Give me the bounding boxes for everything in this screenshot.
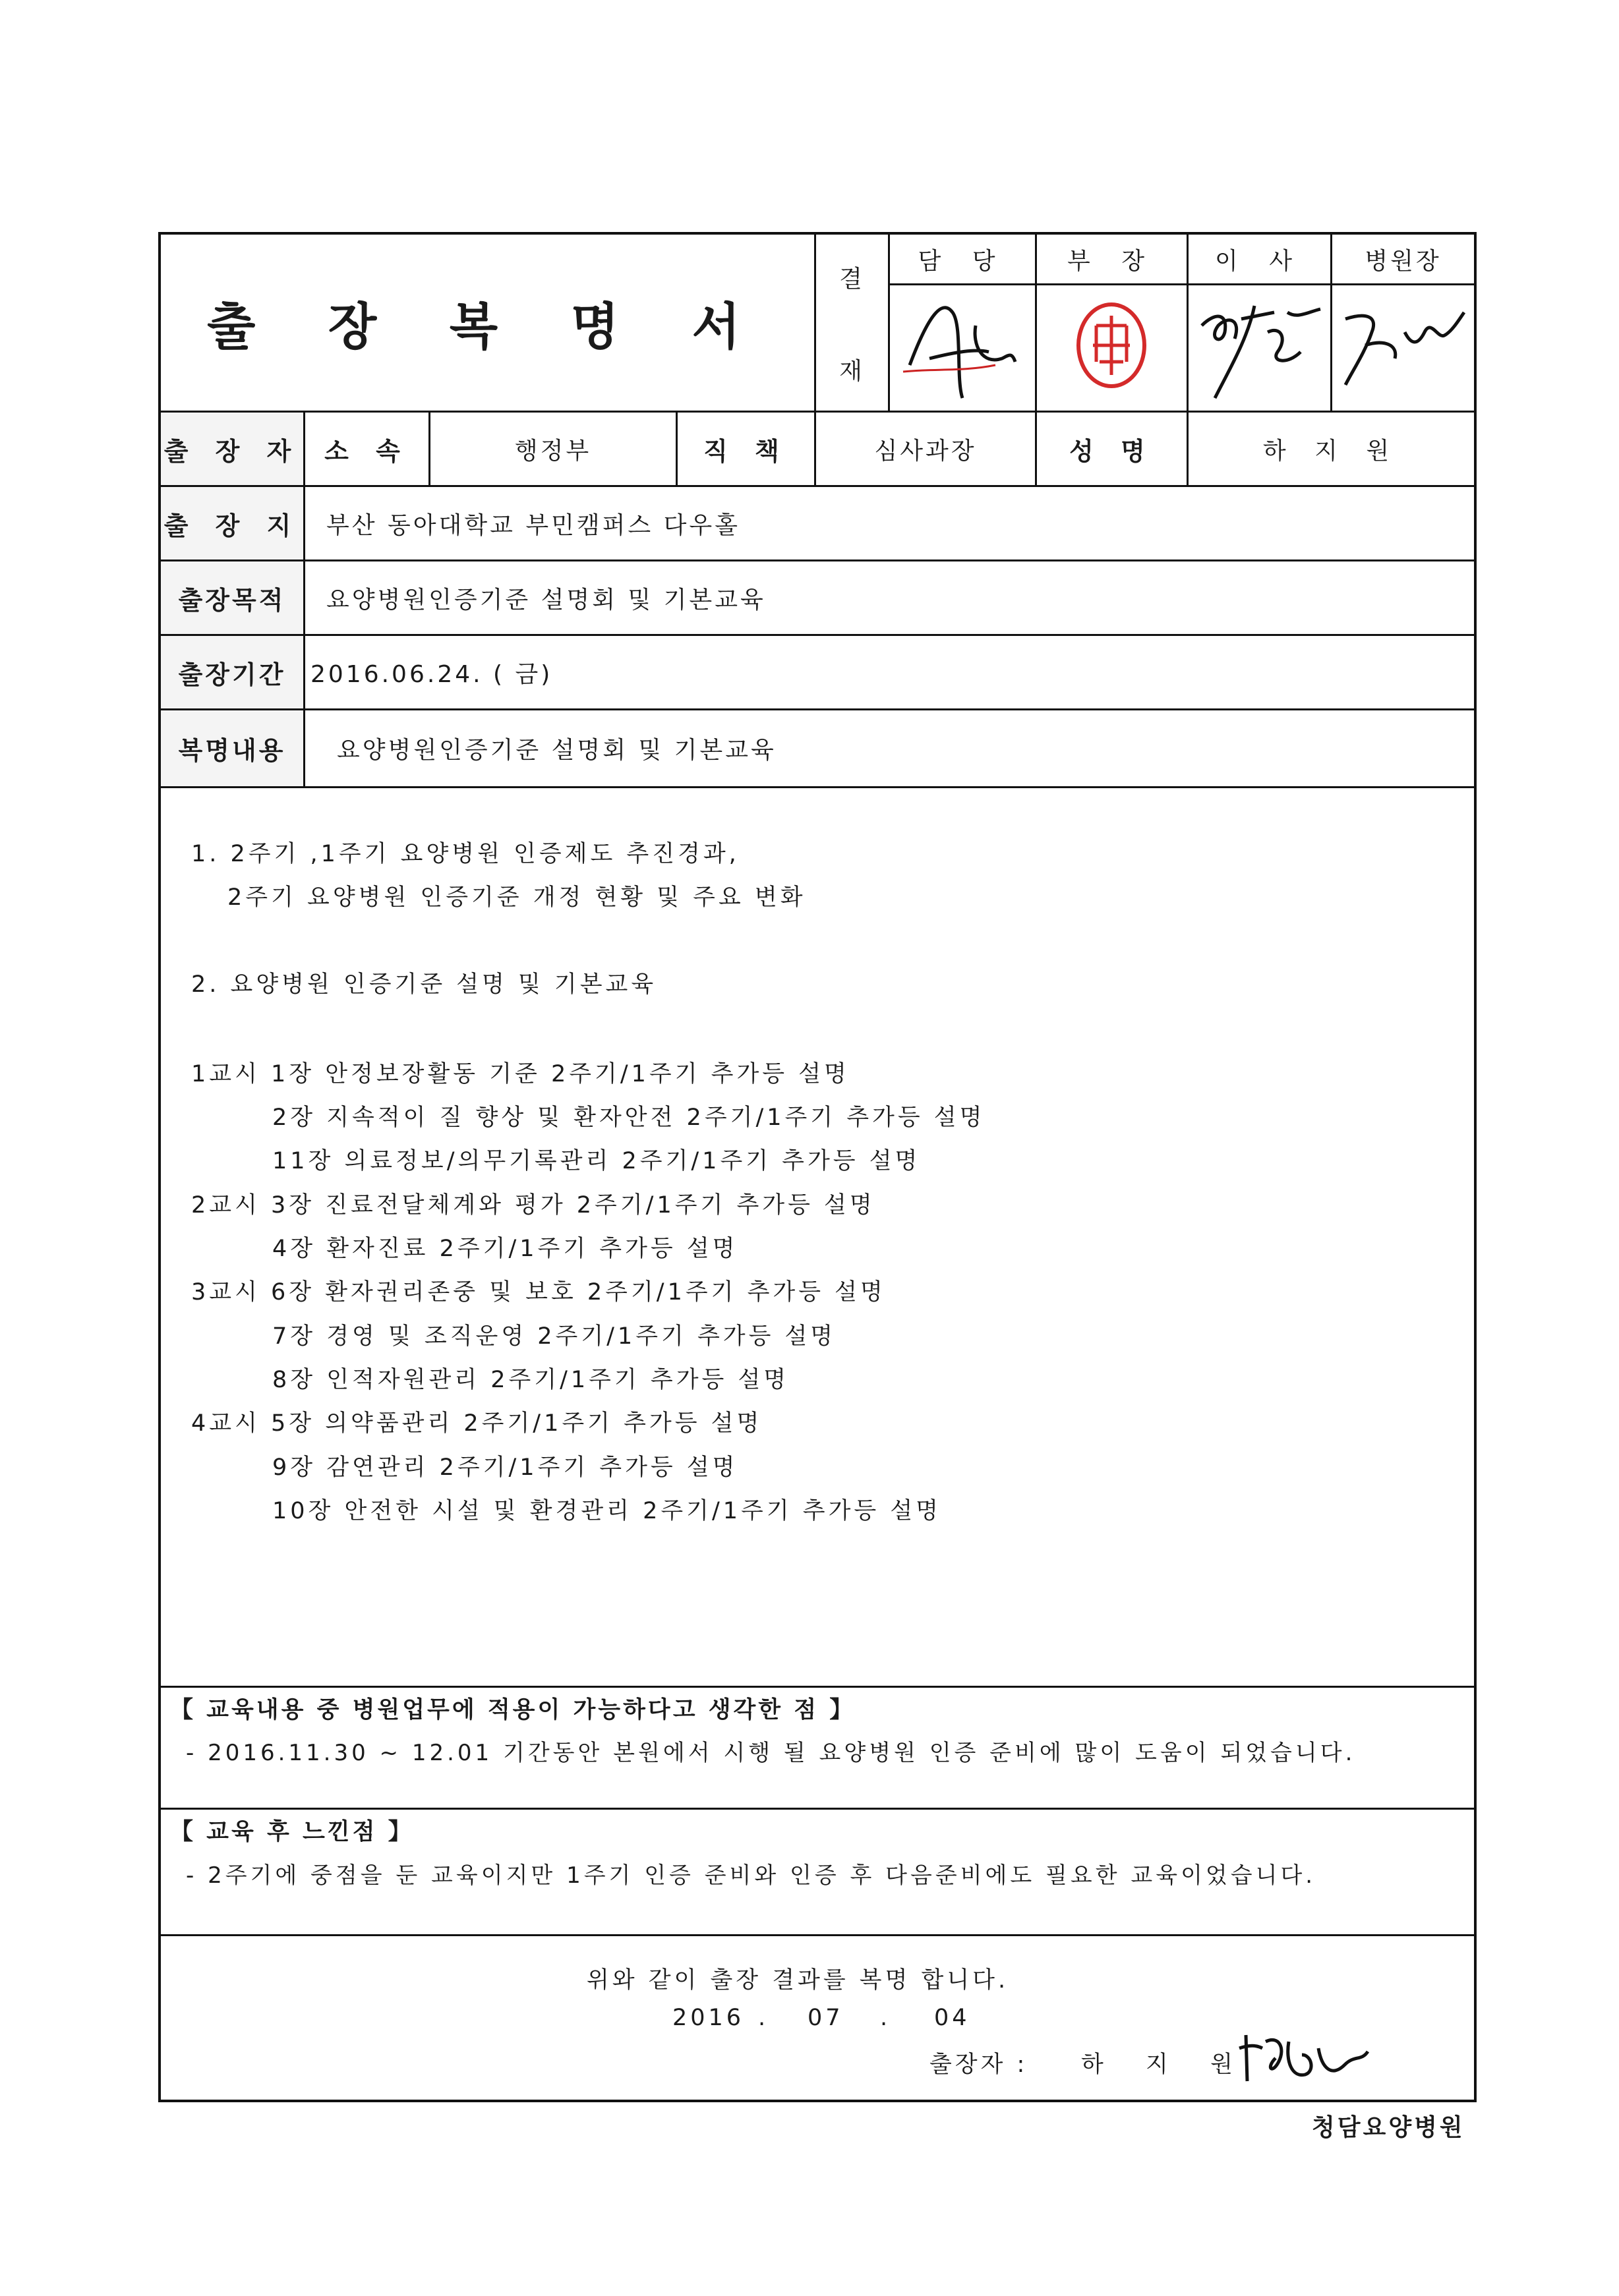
seal-manager	[1037, 286, 1187, 410]
signature-director	[1189, 286, 1330, 410]
position-value: 심사과장	[874, 437, 977, 465]
role-staff: 담 당	[918, 247, 1007, 275]
approval-label-top: 결	[839, 265, 865, 293]
body-line: 3교시 6장 환자권리존중 및 보호 2주기/1주기 추가등 설명	[191, 1279, 886, 1306]
body-line: 4교시 5장 의약품관리 2주기/1주기 추가등 설명	[191, 1410, 763, 1437]
closing-month: 07	[808, 2005, 844, 2031]
approval-label-bottom: 재	[839, 357, 865, 385]
body-line: 2주기 요양병원 인증기준 개정 현황 및 주요 변화	[227, 884, 806, 911]
rule-row5	[158, 786, 1477, 788]
place-label: 출 장 지	[161, 487, 303, 560]
name-value: 하 지 원	[1262, 437, 1400, 465]
section1-heading: 【 교육내용 중 병원업무에 적용이 가능하다고 생각한 점 】	[170, 1697, 856, 1723]
traveler-label: 출 장 자	[161, 413, 303, 485]
name-label: 성 명	[1069, 436, 1154, 466]
body-line: 9장 감연관리 2주기/1주기 추가등 설명	[272, 1454, 738, 1481]
body-line: 2장 지속적이 질 향상 및 환자안전 2주기/1주기 추가등 설명	[272, 1105, 986, 1131]
body-line: 4장 환자진료 2주기/1주기 추가등 설명	[272, 1236, 738, 1262]
section1-text: - 2016.11.30 ~ 12.01 기간동안 본원에서 시행 될 요양병원 인증 준비에 많이 도움이 되었습니다.	[186, 1740, 1356, 1766]
traveler-signature	[1233, 2022, 1378, 2094]
hospital-name: 청담요양병원	[1312, 2114, 1465, 2141]
role-hospital-head: 병원장	[1365, 247, 1442, 275]
document-title: 출 장 복 명 서	[207, 297, 768, 356]
rule-approval-roles	[888, 283, 1477, 285]
report-label: 복명내용	[161, 710, 303, 786]
body-line: 2. 요양병원 인증기준 설명 및 기본교육	[191, 971, 657, 998]
closing-statement: 위와 같이 출장 결과를 복명 합니다.	[587, 1967, 1009, 1994]
role-manager: 부 장	[1067, 247, 1156, 275]
body-line: 1. 2주기 ,1주기 요양병원 인증제도 추진경과,	[191, 841, 740, 867]
signature-hospital-head	[1332, 286, 1474, 410]
role-director: 이 사	[1215, 247, 1304, 275]
rule-section1-end	[158, 1808, 1477, 1810]
body-line: 7장 경영 및 조직운영 2주기/1주기 추가등 설명	[272, 1323, 837, 1350]
closing-traveler-name: 하 지 원	[1081, 2052, 1242, 2078]
rule-body-end	[158, 1686, 1477, 1688]
body-line: 1교시 1장 안정보장활동 기준 2주기/1주기 추가등 설명	[191, 1061, 850, 1087]
rule-section2-end	[158, 1934, 1477, 1936]
period-label: 출장기간	[161, 636, 303, 708]
closing-dot1: .	[758, 2005, 769, 2031]
position-label: 직 책	[703, 436, 788, 466]
purpose-label: 출장목적	[161, 561, 303, 634]
section2-heading: 【 교육 후 느낀점 】	[170, 1819, 414, 1845]
section2-text: - 2주기에 중점을 둔 교육이지만 1주기 인증 준비와 인증 후 다음준비에도 필요한 교육이었습니다.	[186, 1862, 1316, 1889]
closing-dot2: .	[880, 2005, 891, 2031]
body-line: 11장 의료정보/의무기록관리 2주기/1주기 추가등 설명	[272, 1148, 921, 1174]
body-line: 10장 안전한 시설 및 환경관리 2주기/1주기 추가등 설명	[272, 1498, 941, 1524]
period-value: 2016.06.24. ( 금)	[310, 660, 553, 688]
closing-traveler-label: 출장자 :	[929, 2052, 1028, 2078]
closing-day: 04	[934, 2005, 970, 2031]
place-value: 부산 동아대학교 부민캠퍼스 다우홀	[326, 511, 740, 539]
body-line: 8장 인적자원관리 2주기/1주기 추가등 설명	[272, 1367, 790, 1393]
affiliation-label: 소 속	[324, 436, 409, 466]
closing-year: 2016	[672, 2005, 745, 2031]
signature-staff	[890, 286, 1035, 410]
body-line: 2교시 3장 진료전달체계와 평가 2주기/1주기 추가등 설명	[191, 1192, 875, 1219]
purpose-value: 요양병원인증기준 설명회 및 기본교육	[326, 586, 766, 614]
affiliation-value: 행정부	[514, 437, 592, 465]
report-value: 요양병원인증기준 설명회 및 기본교육	[337, 737, 777, 764]
